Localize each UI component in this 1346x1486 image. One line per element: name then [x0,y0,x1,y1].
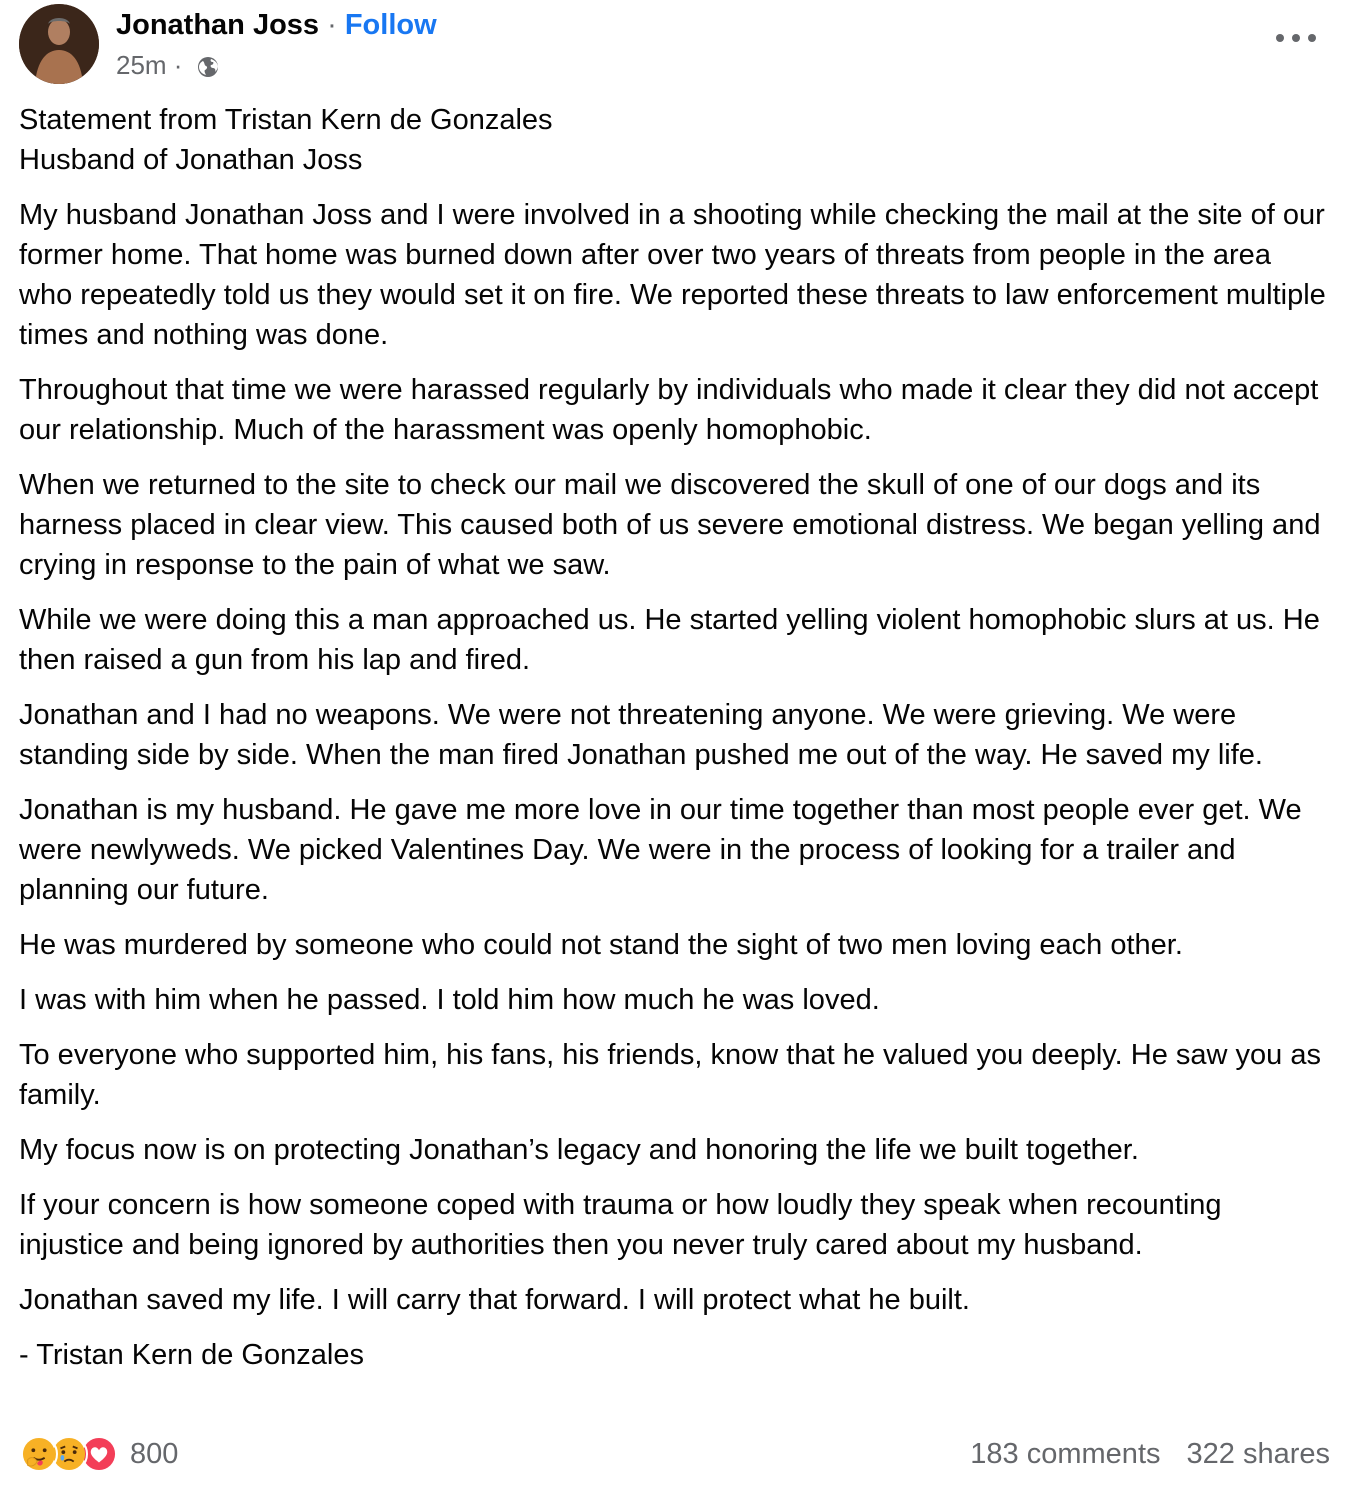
post-paragraph: When we returned to the site to check our mail we discovered the skull of one of our dogs and its harness placed in clear view. This caused both of us severe emotional distress. We began yelling and crying in response to the pain of what we saw. [19,469,1321,581]
more-dot [1308,34,1316,42]
post-paragraph: I was with him when he passed. I told him how much he was loved. [19,984,880,1016]
post-paragraph: My focus now is on protecting Jonathan’s legacy and honoring the life we built together. [19,1134,1139,1166]
post-paragraph: If your concern is how someone coped with trauma or how loudly they speak when recounting injustice and being ignored by authorities then you never truly cared about my husband. [19,1189,1222,1261]
post-footer [20,1432,1330,1476]
reaction-count[interactable]: 800 [130,1437,179,1470]
header-separator: · [319,9,345,41]
post-signature: - Tristan Kern de Gonzales [19,1339,364,1371]
more-dot [1292,34,1300,42]
care-reaction-icon [20,1435,58,1473]
post-paragraph: Jonathan and I had no weapons. We were not threatening anyone. We were grieving. We were standing side by side. When the man fired Jonathan pushed me out of the way. He saved my life. [19,699,1263,771]
globe-icon[interactable] [196,53,220,77]
comments-count[interactable]: 183 comments [970,1437,1161,1470]
post-meta [116,48,220,82]
shares-count[interactable]: 322 shares [1186,1437,1330,1470]
post-paragraph: Husband of Jonathan Joss [19,144,363,176]
reactions-summary[interactable] [20,1435,178,1473]
post-paragraph: Throughout that time we were harassed regularly by individuals who made it clear they did not accept our relationship. Much of the harassment was openly homophobic. [19,374,1319,446]
post-paragraph: Jonathan is my husband. He gave me more love in our time together than most people ever get. We were newlyweds. We picked Valentines Day. We were in the process of looking for a trailer and planning our future. [19,794,1302,906]
engagement-stats [970,1438,1330,1471]
post-paragraph: Jonathan saved my life. I will carry that forward. I will protect what he built. [19,1284,970,1316]
post-paragraph: My husband Jonathan Joss and I were involved in a shooting while checking the mail at the site of our former home. That home was burned down after over two years of threats from people in the area who repeatedly told us they would set it on fire. We reported these threats to law enforcement multiple times and nothing was done. [19,199,1326,351]
more-options-icon[interactable] [1276,28,1316,48]
author-name[interactable]: Jonathan Joss [116,9,320,41]
post-paragraph: To everyone who supported him, his fans, his friends, know that he valued you deeply. He saw you as family. [19,1039,1321,1111]
author-line [116,6,437,44]
more-dot [1276,34,1284,42]
time-separator: · [166,50,190,80]
follow-button[interactable]: Follow [344,9,437,41]
post-paragraph: Statement from Tristan Kern de Gonzales [19,104,553,136]
post-time[interactable]: 25m [116,50,167,80]
avatar-image [19,4,99,84]
post-paragraph: He was murdered by someone who could not stand the sight of two men loving each other. [19,929,1183,961]
post-text [19,100,1329,1375]
post-paragraph: While we were doing this a man approached us. He started yelling violent homophobic slurs at us. He then raised a gun from his lap and fired. [19,604,1320,676]
reaction-icons [20,1435,118,1473]
author-avatar[interactable] [19,4,99,84]
